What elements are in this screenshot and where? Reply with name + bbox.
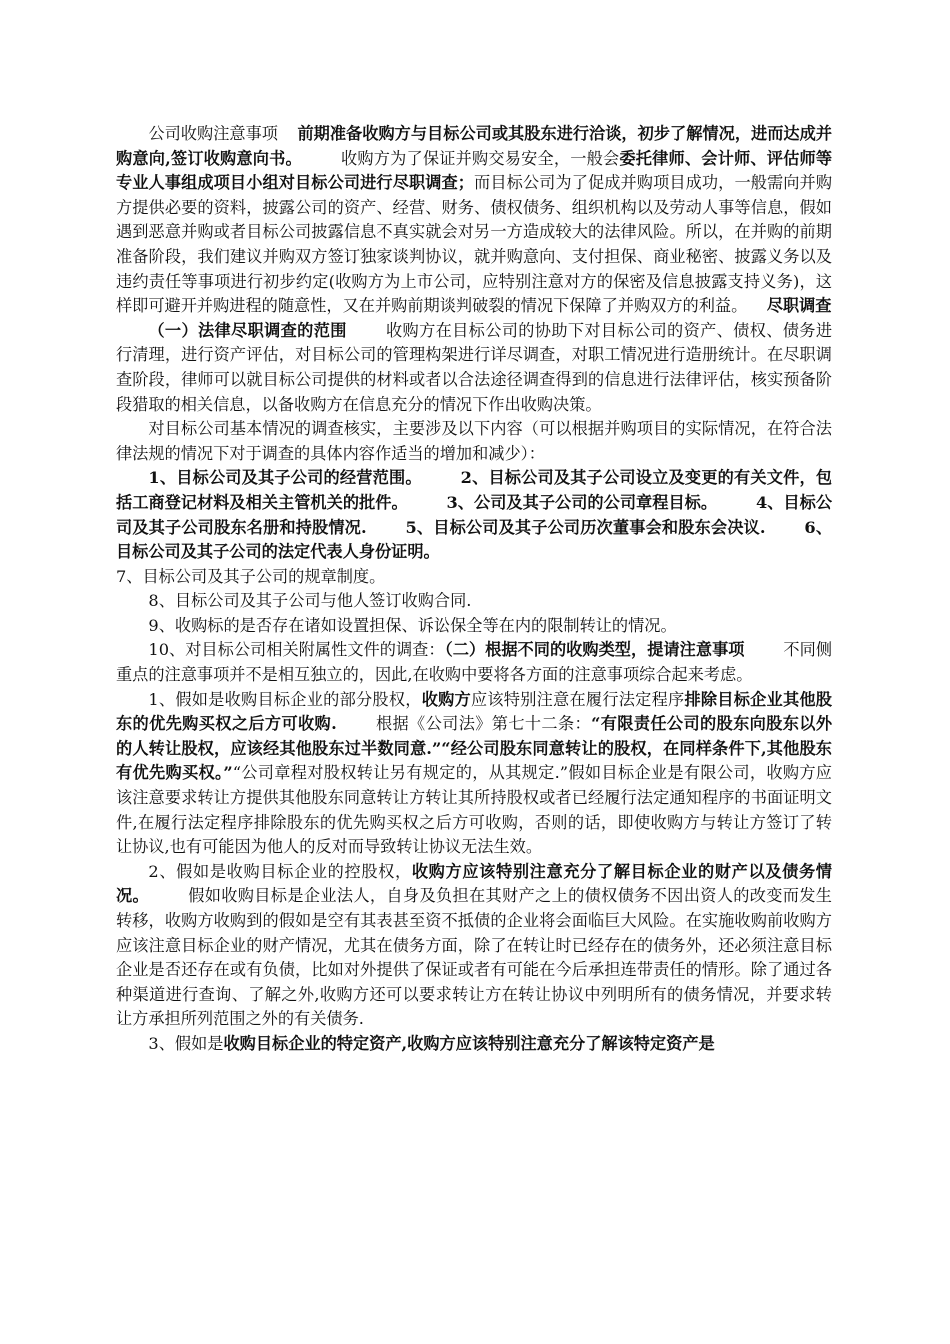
list-item: 4、目标公司及其子公司股东名册和持股情况.: [116, 492, 833, 537]
text-run-bold: 排除目标企业其他股东的优先购买权之后方可收购.: [116, 689, 832, 734]
text-run: 应该特别注意在履行法定程序: [470, 689, 685, 709]
section-due-diligence-heading: 尽职调查: [766, 296, 832, 316]
paragraph-3: 对目标公司基本情况的调查核实，主要涉及以下内容（可以根据并购项目的实际情况，在符合法律法规的情况下对于调查的具体内容作适当的增加和减少）：: [116, 419, 832, 463]
section-prep-heading: 前期准备收购方与目标公司或其股东进行洽谈，初步了解情况，进而达成并购意向,签订收购意向书。: [116, 124, 833, 168]
text-run: 根据《公司法》第七十二条：: [375, 714, 592, 734]
text-run: 2、假如是收购目标企业的控股权，: [148, 861, 412, 881]
text-run-bold: 收购方应该特别注意充分了解目标企业的财产以及债务情况。: [116, 861, 832, 906]
text-run: 不同侧重点的注意事项并不是相互独立的，因此,在收购中要将各方面的注意事项综合起来考虑。: [116, 640, 833, 685]
paragraph-11: [116, 1032, 832, 1057]
list-item: 5、目标公司及其子公司历次董事会和股东会决议.: [405, 517, 766, 537]
list-item: 9、收购标的是否存在诸如设置担保、诉讼保全等在内的限制转让的情况。: [148, 615, 677, 635]
text-run: 收购方在目标公司的协助下对目标公司的资产、债权、债务进行清理，进行资产评估，对目标公司的管理构架进行详尽调查，对职工情况进行造册统计。在尽职调查阶段，律师可以就目标公司提供的材料或者以合法途径调查得到的信息进行法律评估，核实预备阶段猎取的相关信息，以备收购方在信息充分的情况下作出收购决策。: [116, 320, 833, 414]
paragraph-2: [116, 319, 832, 417]
text-run-bold: 收购目标企业的特定资产,收购方应该特别注意充分了解该特定资产是: [223, 1033, 715, 1053]
list-item: 3、公司及其子公司的公司章程目标。: [446, 492, 718, 512]
text-run: 收购方为了保证并购交易安全，一般会: [340, 148, 620, 168]
document-page: [116, 122, 832, 1057]
text-run: 假如收购目标是企业法人，自身及负担在其财产之上的债权债务不因出资人的改变而发生转移，收购方收购到的假如是空有其表甚至资不抵债的企业将会面临巨大风险。在实施收购前收购方应该注意目标企业的财产情况，尤其在债务方面，除了在转让时已经存在的债务外，还必须注意目标企业是否还存在或有负债，比如对外提供了保证或者有可能在今后承担连带责任的情形。除了通过各种渠道进行查询、了解之外,收购方还可以要求转让方在转让协议中列明所有的债务情况，并要求转让方承担所列范围之外的有关债务.: [116, 886, 832, 1029]
list-item: 7、目标公司及其子公司的规章制度。: [116, 566, 386, 586]
subsection-types-heading: （二）根据不同的收购类型，提请注意事项: [444, 640, 745, 660]
subsection-scope-heading: （一）法律尽职调查的范围: [148, 320, 347, 340]
text-run: 3、假如是: [148, 1033, 224, 1053]
list-item: 8、目标公司及其子公司与他人签订收购合同.: [148, 591, 472, 611]
text-run-bold: 收购方: [421, 689, 471, 709]
list-item: 10、对目标公司相关附属性文件的调查：: [148, 640, 445, 660]
paragraph-1: [116, 122, 832, 319]
paragraph-8: [116, 638, 832, 687]
quote-bold: “经公司股东同意转让的股权，在同样条件下,其他股东有优先购买权。”: [116, 738, 832, 783]
quote-bold: “有限责任公司的股东向股东以外的人转让股权，应该经其他股东过半数同意.”: [116, 714, 833, 758]
paragraph-4-list: [116, 466, 832, 564]
text-run: 1、假如是收购目标企业的部分股权，: [148, 689, 422, 709]
text-run-bold: 委托律师、会计师、评估师等专业人事组成项目小组对目标公司进行尽职调查；: [116, 148, 833, 193]
doc-title: 公司收购注意事项: [148, 124, 278, 143]
list-item: 2、目标公司及其子公司设立及变更的有关文件，包括工商登记材料及相关主管机关的批件。: [116, 468, 833, 512]
text-run: 而目标公司为了促成并购项目成功，一般需向并购方提供必要的资料，披露公司的资产、经营、财务、债权债务、组织机构以及劳动人事等信息，假如遇到恶意并购或者目标公司披露信息不真实就会对另一方造成较大的法律风险。所以，在并购的前期准备阶段，我们建议并购双方签订独家谈判协议，就并购意向、支付担保、商业秘密、披露义务以及违约责任等事项进行初步约定(收购方为上市公司，应特别注意对方的保密及信息披露支持义务)，这样即可避开并购进程的随意性，又在并购前期谈判破裂的情况下保障了并购双方的利益。: [116, 173, 833, 316]
text-run: “公司章程对股权转让另有规定的，从其规定.”假如目标企业是有限公司，收购方应该注意要求转让方提供其他股东同意转让方转让其所持股权或者已经履行法定通知程序的书面证明文件,在履行法定程序排除股东的优先购买权之后方可收购，否则的话，即使收购方与转让方签订了转让协议,也有可能因为他人的反对而导致转让协议无法生效。: [116, 763, 832, 857]
list-item: 6、目标公司及其子公司的法定代表人身份证明。: [116, 517, 833, 562]
paragraph-9: [116, 688, 832, 860]
list-item: 1、目标公司及其子公司的经营范围。: [148, 468, 422, 488]
paragraph-10: [116, 860, 832, 1032]
